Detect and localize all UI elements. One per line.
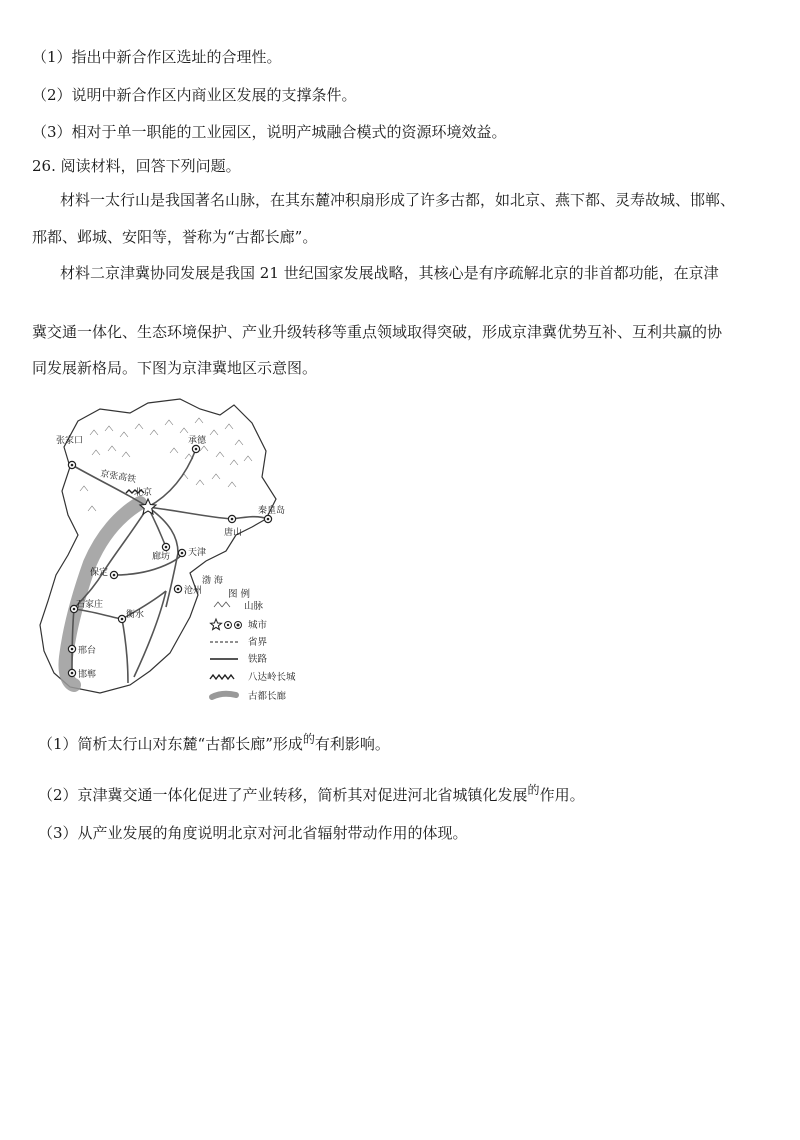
label-handan: 邯郸: [78, 670, 97, 680]
material-2-line-1: 材料二京津冀协同发展是我国 21 世纪国家发展战略，其核心是有序疏解北京的非首都功能，在京津: [60, 264, 719, 282]
map-legend: [210, 588, 296, 702]
question-26-title: 26. 阅读材料，回答下列问题。: [32, 157, 241, 175]
label-baoding: 保定: [90, 568, 109, 578]
material-1-line-1: 材料一太行山是我国著名山脉，在其东麓冲积扇形成了许多古都，如北京、燕下都、灵寿故城、邯郸、: [60, 191, 736, 209]
legend-mountain: 山脉: [244, 601, 264, 612]
legend-city: 城市: [248, 620, 268, 631]
mountain-hatch: [80, 418, 252, 511]
subquestion-1-text-b: 有利影响。: [314, 735, 390, 753]
label-qinhuangdao: 秦皇岛: [258, 506, 286, 516]
label-cangzhou: 沧州: [184, 586, 203, 596]
subquestion-1: [38, 733, 390, 756]
legend-great-wall: 八达岭长城: [248, 672, 296, 683]
subquestion-1-sup: 的: [302, 732, 315, 746]
label-xingtai: 邢台: [78, 646, 97, 656]
material-2-line-3: 同发展新格局。下图为京津冀地区示意图。: [32, 359, 318, 377]
subquestion-2-text-b: 作用。: [539, 786, 585, 804]
legend-boundary: 省界: [248, 637, 268, 648]
ancient-capital-corridor: [65, 503, 140, 685]
legend-corridor-icon: [212, 694, 236, 697]
jingjinji-map: [30, 395, 340, 705]
subquestion-3: （3）从产业发展的角度说明北京对河北省辐射带动作用的体现。: [38, 824, 468, 842]
legend-corridor: 古都长廊: [248, 691, 287, 702]
material-1-line-2: 邢都、邺城、安阳等，誉称为“古都长廊”。: [32, 228, 318, 246]
material-2-line-2: 冀交通一体化、生态环境保护、产业升级转移等重点领域取得突破，形成京津冀优势互补、互利共赢的协: [32, 323, 723, 341]
label-tianjin: 天津: [188, 548, 207, 558]
legend-great-wall-icon: [210, 675, 234, 679]
subquestion-2-sup: 的: [527, 783, 540, 797]
label-tangshan: 唐山: [224, 528, 243, 538]
label-chengde: 承德: [188, 436, 207, 446]
prev-question-1: （1）指出中新合作区选址的合理性。: [32, 48, 282, 66]
legend-title: 图 例: [228, 589, 251, 600]
prev-question-2: （2）说明中新合作区内商业区发展的支撑条件。: [32, 86, 357, 104]
label-railway: 京张高铁: [99, 469, 137, 486]
subquestion-2-text-a: （2）京津冀交通一体化促进了产业转移，简析其对促进河北省城镇化发展: [38, 786, 528, 804]
label-shijiazhuang: 石家庄: [76, 600, 104, 610]
label-hengshui: 衡水: [126, 610, 145, 620]
label-zhangjiakou: 张家口: [56, 436, 84, 446]
prev-question-3: （3）相对于单一职能的工业园区，说明产城融合模式的资源环境效益。: [32, 123, 507, 141]
subquestion-1-text-a: （1）简析太行山对东麓“古都长廊”形成: [38, 735, 303, 753]
legend-star-icon: [211, 619, 222, 630]
label-beijing: 北京: [134, 488, 153, 498]
label-langfang: 廊坊: [152, 552, 171, 562]
railways: [72, 449, 268, 683]
legend-railway: 铁路: [248, 654, 268, 665]
legend-mountain-icon: [214, 602, 230, 607]
subquestion-2: [38, 784, 585, 807]
label-sea: 渤 海: [202, 576, 223, 586]
